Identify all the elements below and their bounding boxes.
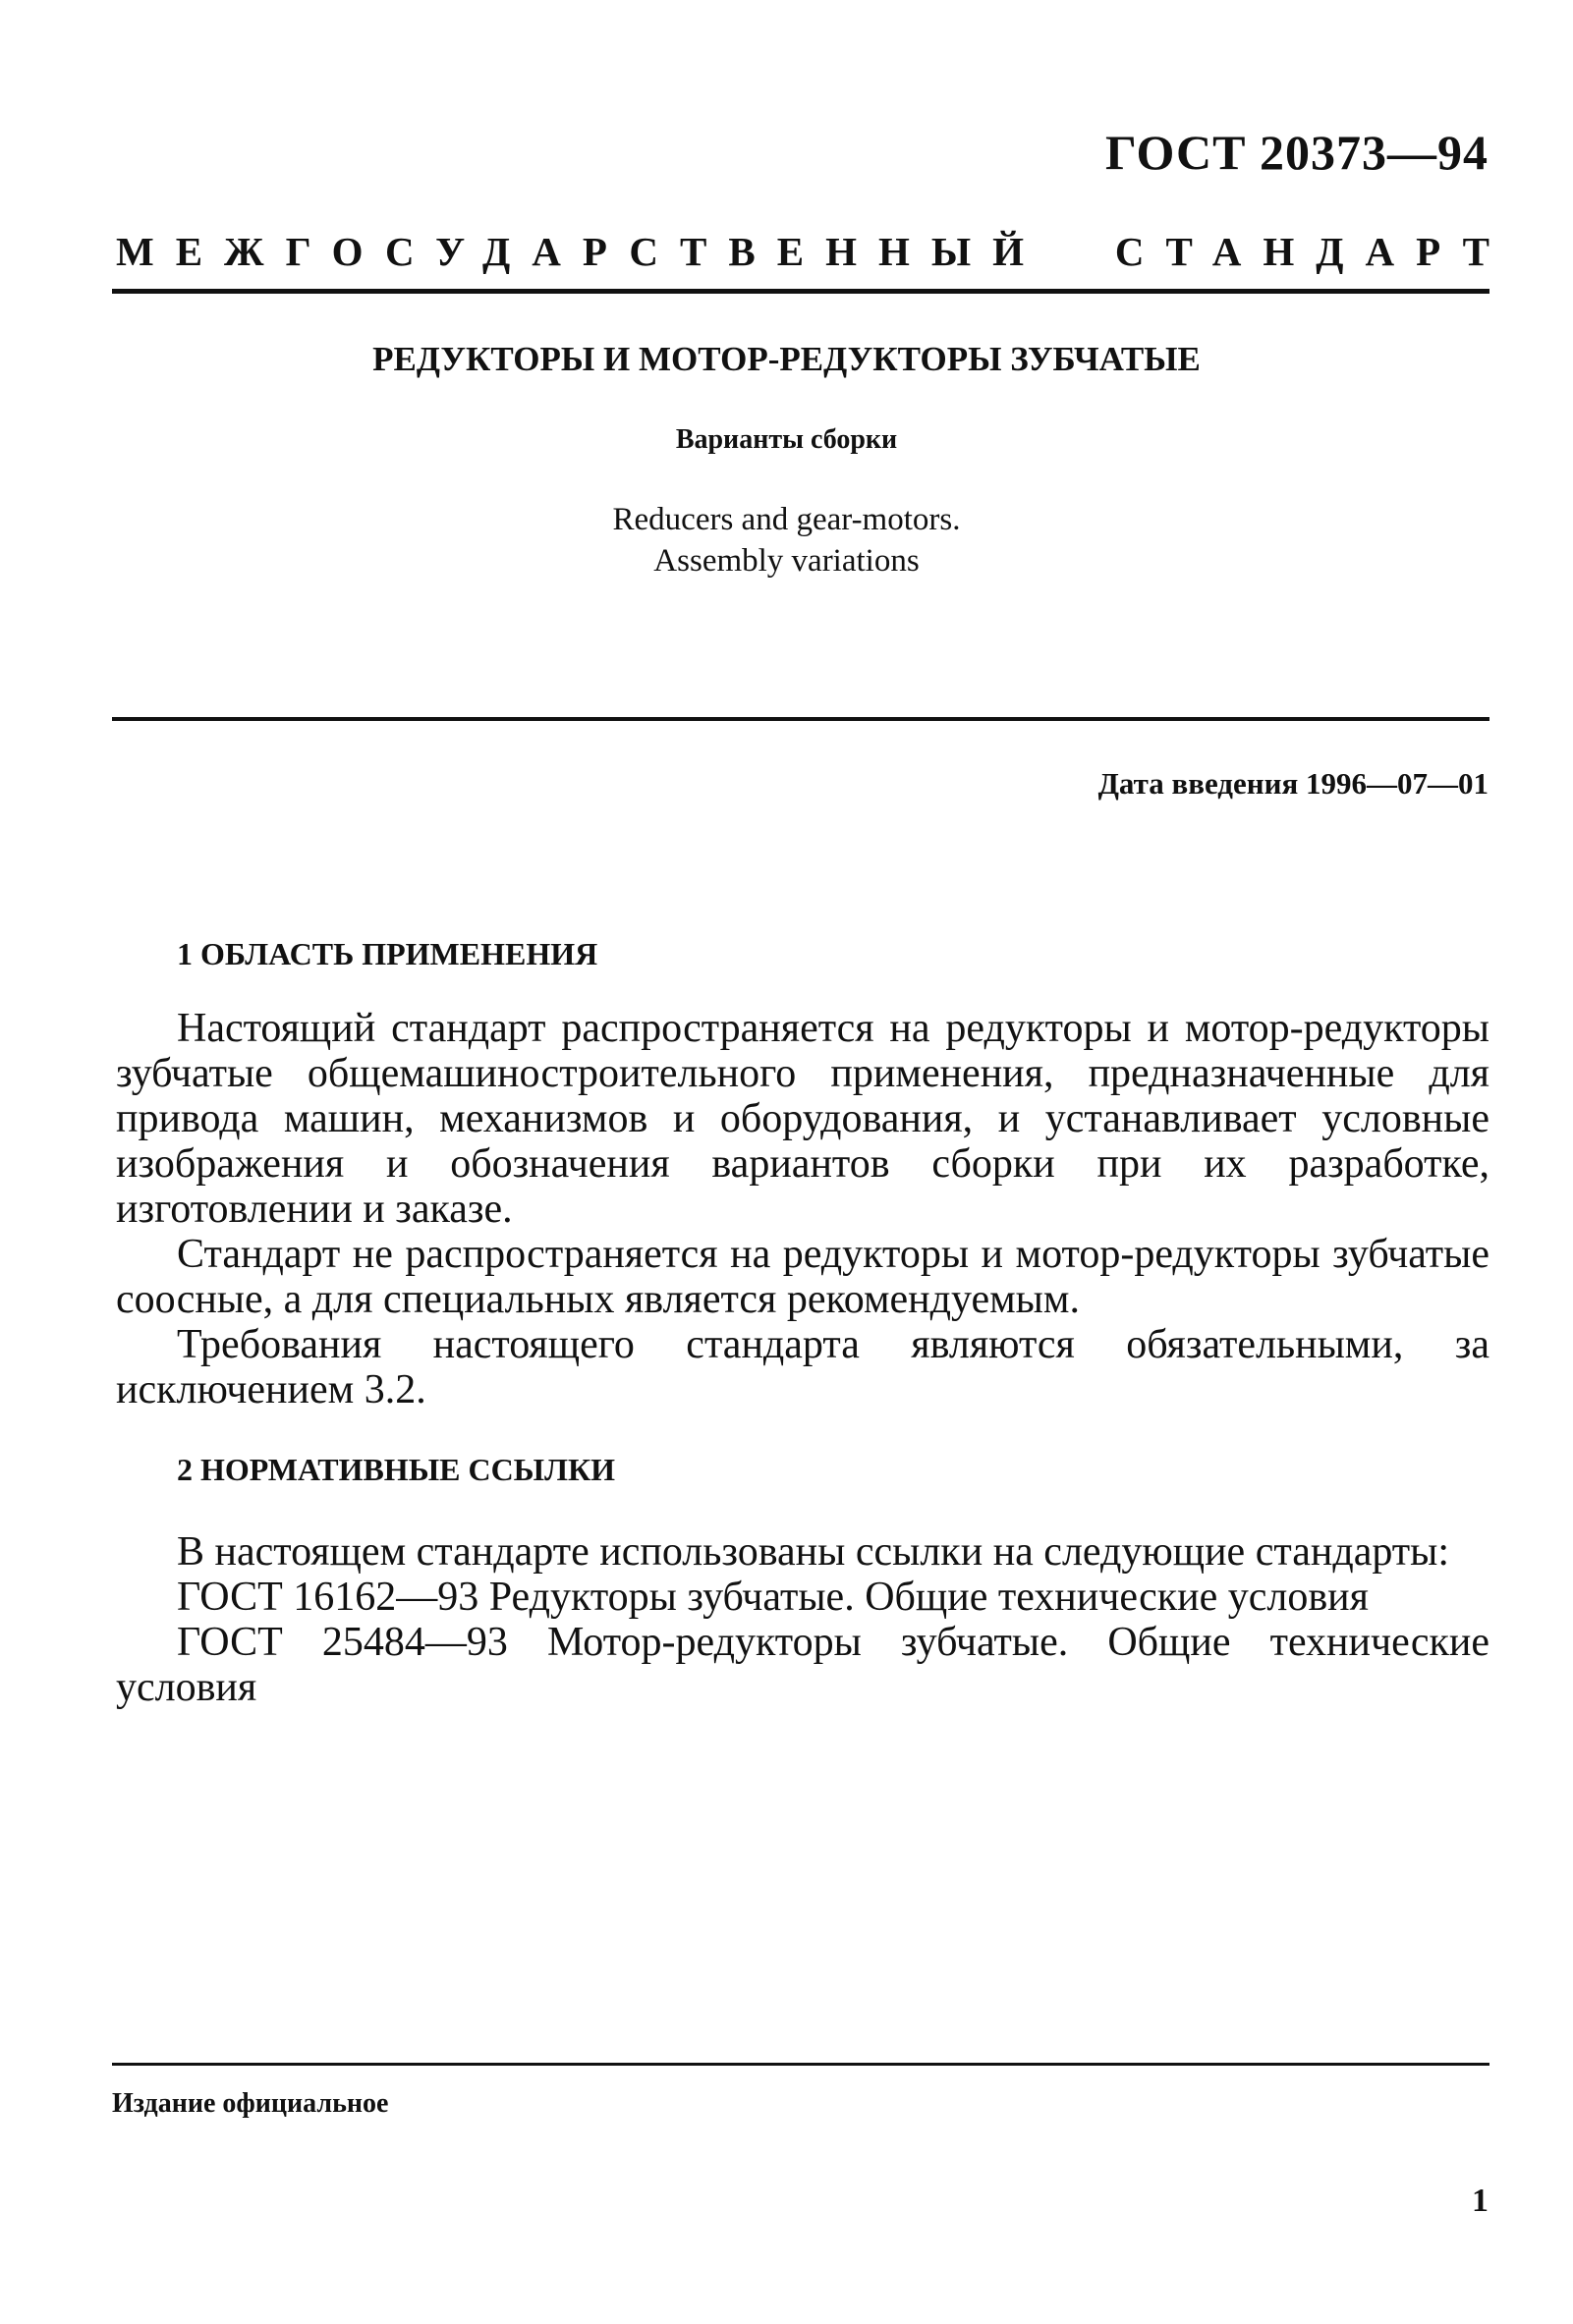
english-title-line: Assembly variations xyxy=(653,543,920,579)
section-body-scope xyxy=(116,1006,1489,1412)
reference-item: ГОСТ 25484—93 Мотор-редукторы зубчатые. Общие технические условия xyxy=(116,1620,1489,1710)
section-heading-scope: 1 ОБЛАСТЬ ПРИМЕНЕНИЯ xyxy=(177,936,598,971)
document-subtitle: Варианты сборки xyxy=(675,424,898,455)
edition-note: Издание официальное xyxy=(112,2088,389,2119)
standard-word: СТАНДАРТ xyxy=(1114,229,1511,274)
paragraph: Требования настоящего стандарта являются обязательными, за исключением 3.2. xyxy=(116,1322,1489,1412)
english-title-line: Reducers and gear-motors. xyxy=(612,502,961,537)
interstate-word: МЕЖГОСУДАРСТВЕННЫЙ xyxy=(116,229,1045,274)
document-title: РЕДУКТОРЫ И МОТОР-РЕДУКТОРЫ ЗУБЧАТЫЕ xyxy=(372,340,1201,378)
header-divider xyxy=(112,289,1489,294)
section-body-references xyxy=(116,1529,1489,1710)
interstate-standard-banner xyxy=(116,228,1511,275)
section-heading-references: 2 НОРМАТИВНЫЕ ССЫЛКИ xyxy=(177,1452,616,1487)
title-divider xyxy=(112,717,1489,721)
page-number: 1 xyxy=(1472,2183,1489,2219)
footer-divider xyxy=(112,2063,1489,2066)
introduction-date: Дата введения 1996—07—01 xyxy=(1097,766,1489,801)
reference-item: ГОСТ 16162—93 Редукторы зубчатые. Общие технические условия xyxy=(177,1575,1369,1620)
english-title xyxy=(0,499,1573,581)
paragraph: Настоящий стандарт распространяется на редукторы и мотор-редукторы зубчатые общемашиностроительного применения, предназначенные для привода машин, механизмов и оборудования, и устанавливает условные изображения и обозначения вариантов сборки при их разработке, изготовлении и заказе. xyxy=(116,1006,1489,1232)
document-number: ГОСТ 20373—94 xyxy=(1104,125,1489,180)
paragraph: В настоящем стандарте использованы ссылки на следующие стандарты: xyxy=(177,1529,1450,1575)
paragraph: Стандарт не распространяется на редукторы и мотор-редукторы зубчатые соосные, а для специальных является рекомендуемым. xyxy=(116,1232,1489,1322)
